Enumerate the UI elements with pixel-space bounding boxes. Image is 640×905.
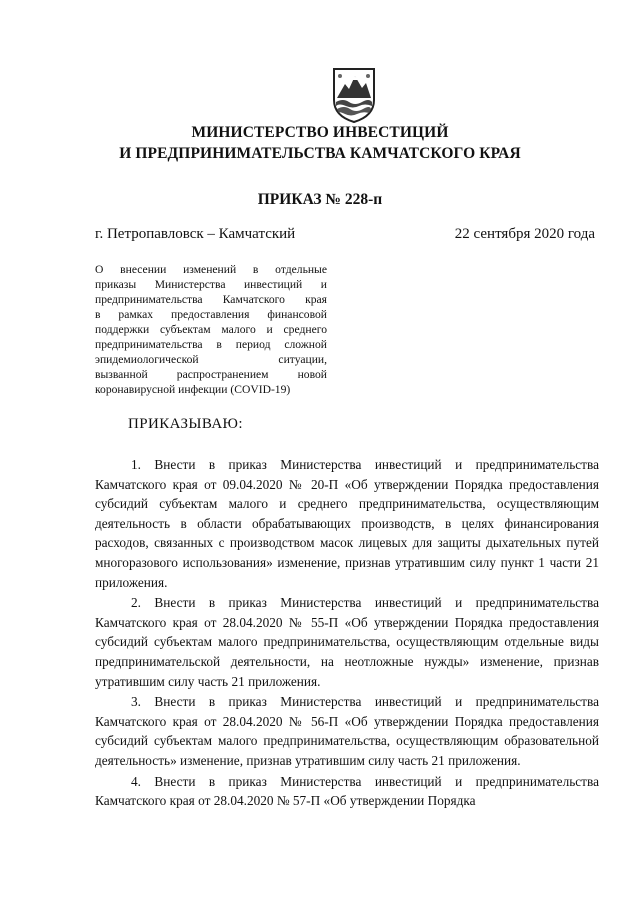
- decree-word: ПРИКАЗЫВАЮ:: [128, 416, 243, 432]
- kamchatka-coat-of-arms-icon: [331, 66, 377, 124]
- subject-line: эпидемиологической ситуации,: [95, 353, 327, 366]
- order-paragraph-2: 2. Внести в приказ Министерства инвестиций и предпринимательства Камчатского края от 28.04.2020 № 55-П «Об утверждении Порядка предоставления субсидий субъектам малого предпринимательства, осуществляющим отдельные виды предпринимательской деятельности, на неотложные нужды» изменение, признав утратившим силу часть 21 приложения.: [95, 595, 599, 689]
- order-paragraph-1: 1. Внести в приказ Министерства инвестиций и предпринимательства Камчатского края от 09.04.2020 № 20-П «Об утверждении Порядка предоставления субсидий субъектам малого и среднего предпринимательства, осуществляющим деятельность в области обрабатывающих производств, в целях финансирования расходов, связанных с производством масок лицевых для защиты дыхательных путей многоразового использования» изменение, признав утратившим силу пункт 1 части 21 приложения.: [95, 457, 599, 590]
- subject-line: в рамках предоставления финансовой: [95, 308, 327, 321]
- order-paragraph-4: 4. Внести в приказ Министерства инвестиций и предпринимательства Камчатского края от 28.04.2020 № 57-П «Об утверждении Порядка: [95, 773, 599, 809]
- ministry-title-line-1: МИНИСТЕРСТВО ИНВЕСТИЦИЙ: [191, 124, 449, 141]
- subject-line: предпринимательства в период сложной: [95, 338, 327, 351]
- order-paragraph-3: 3. Внести в приказ Министерства инвестиций и предпринимательства Камчатского края от 28.04.2020 № 56-П «Об утверждении Порядка предоставления субсидий субъектам малого предпринимательства, осуществляющим образовательной деятельность» изменение, признав утратившим силу часть 21 приложения.: [95, 694, 599, 768]
- order-date: 22 сентября 2020 года: [454, 226, 595, 242]
- subject-line: коронавирусной инфекции (COVID-19): [95, 383, 291, 396]
- subject-line: предпринимательства Камчатского края: [95, 293, 327, 306]
- subject-line: приказы Министерства инвестиций и: [95, 278, 327, 291]
- order-subject: [95, 262, 327, 397]
- subject-line: вызванной распространением новой: [95, 368, 327, 381]
- order-number: ПРИКАЗ № 228-п: [257, 191, 383, 208]
- city: г. Петропавловск – Камчатский: [95, 226, 296, 242]
- ministry-title-line-2: И ПРЕДПРИНИМАТЕЛЬСТВА КАМЧАТСКОГО КРАЯ: [119, 145, 521, 162]
- subject-line: О внесении изменений в отдельные: [95, 263, 327, 276]
- subject-line: поддержки субъектам малого и среднего: [95, 323, 327, 336]
- order-body: [95, 455, 599, 812]
